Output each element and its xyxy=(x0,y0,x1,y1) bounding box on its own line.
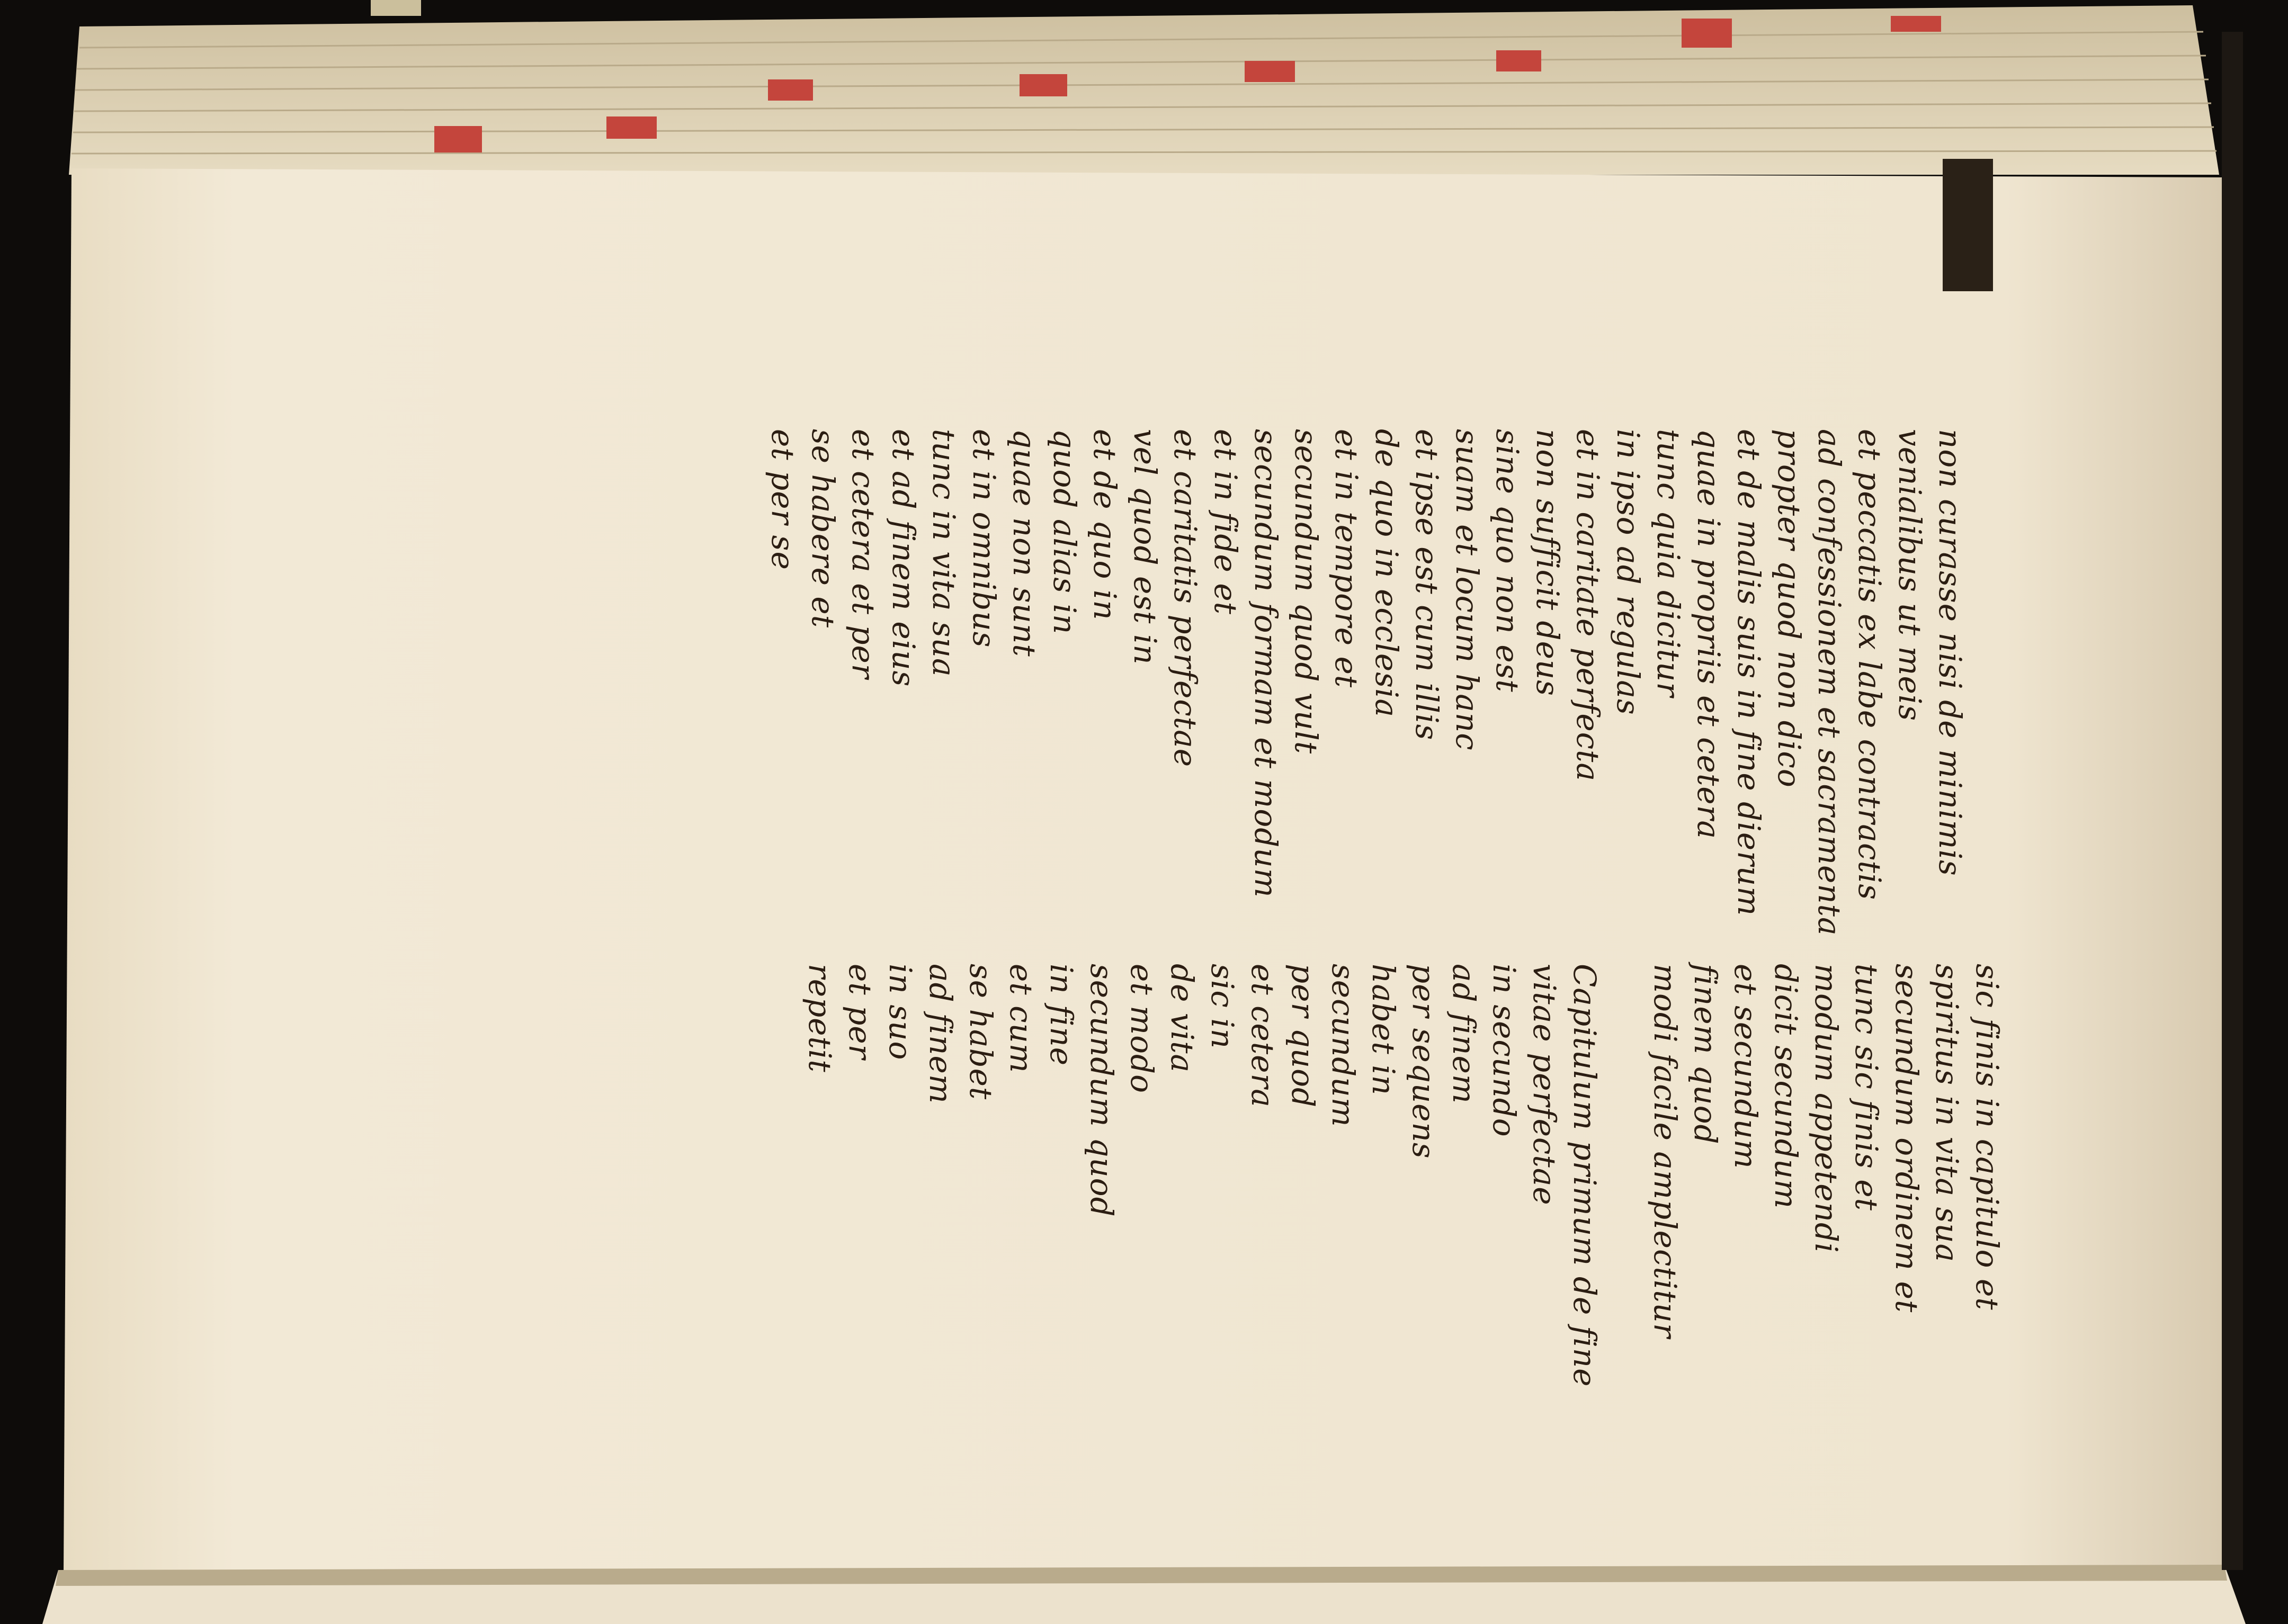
text-line: de quo in ecclesia xyxy=(1369,429,1405,718)
text-line: non curasse nisi de minimis xyxy=(1932,429,1968,876)
text-line: de vita xyxy=(1164,964,1200,1073)
pale-tab xyxy=(371,0,421,16)
text-line: et in tempore et xyxy=(1328,429,1364,688)
text-line: modum appetendi xyxy=(1808,964,1844,1253)
text-line: et per se xyxy=(765,429,801,570)
text-line: se habet xyxy=(963,964,999,1100)
text-line: non sufficit deus xyxy=(1530,429,1566,697)
text-line: secundum ordinem et xyxy=(1889,964,1925,1313)
text-line: et per xyxy=(842,964,878,1060)
text-line: et ipse est cum illis xyxy=(1409,429,1445,741)
text-line: sic in xyxy=(1204,964,1240,1049)
text-line: suam et locum hanc xyxy=(1449,429,1485,751)
text-line: finem quod xyxy=(1687,964,1723,1145)
text-line: se habere et xyxy=(805,429,841,629)
text-line: spiritus in vita sua xyxy=(1929,964,1965,1263)
spine-edge xyxy=(2222,32,2243,1570)
text-line: habet in xyxy=(1365,964,1401,1096)
text-line: et in omnibus xyxy=(966,429,1002,648)
text-line: in ipso ad regulas xyxy=(1610,429,1646,715)
text-line: Capitulum primum de fine xyxy=(1567,964,1603,1387)
text-line: tunc sic finis et xyxy=(1848,964,1884,1211)
text-line: dicit secundum xyxy=(1768,964,1804,1209)
text-line: secundum quod xyxy=(1084,964,1120,1217)
text-line: modi facile amplectitur xyxy=(1647,964,1683,1339)
text-line: vel quod est in xyxy=(1127,429,1163,665)
text-line: quae in propriis et cetera xyxy=(1691,429,1727,839)
text-line: sic finis in capitulo et xyxy=(1969,964,2005,1311)
text-line: ad finem xyxy=(1446,964,1482,1104)
text-line: in fine xyxy=(1043,964,1079,1066)
text-line: et in fide et xyxy=(1208,429,1244,615)
text-line: quae non sunt xyxy=(1006,429,1042,657)
text-line: et cetera et per xyxy=(845,429,881,679)
text-line: secundum xyxy=(1325,964,1361,1127)
text-line: et cetera xyxy=(1245,964,1281,1108)
text-line: sine quo non est xyxy=(1489,429,1525,693)
text-line: et de quo in xyxy=(1087,429,1123,621)
text-column-2 xyxy=(800,964,2007,1387)
red-tab xyxy=(768,79,813,101)
text-line xyxy=(1605,964,1645,1387)
dark-tab xyxy=(1943,159,1993,291)
text-line: tunc in vita sua xyxy=(926,429,962,677)
text-line: et caritatis perfectae xyxy=(1167,429,1203,768)
red-tab xyxy=(1891,16,1941,32)
text-line: et peccatis ex labe contractis xyxy=(1852,429,1888,901)
red-tab xyxy=(1682,19,1732,48)
text-line: et de malis suis in fine dierum xyxy=(1731,429,1767,917)
text-line: tunc quia dicitur xyxy=(1650,429,1686,698)
text-line: secundum formam et modum xyxy=(1248,429,1284,898)
text-line: repetit xyxy=(802,964,838,1073)
text-line: et ad finem eius xyxy=(886,429,922,687)
red-tab xyxy=(606,116,657,139)
text-line: ad confessionem et sacramenta xyxy=(1811,429,1847,936)
text-line: quod alias in xyxy=(1047,429,1083,635)
text-line: in secundo xyxy=(1486,964,1522,1137)
text-line: ad finem xyxy=(923,964,959,1104)
text-line: et secundum xyxy=(1728,964,1764,1169)
text-line: propter quod non dico xyxy=(1771,429,1807,788)
text-line: per sequens xyxy=(1406,964,1442,1159)
text-line: secundum quod vult xyxy=(1288,429,1324,755)
red-tab xyxy=(1020,74,1067,96)
text-line: et cum xyxy=(1003,964,1039,1073)
text-line: et modo xyxy=(1124,964,1160,1094)
text-line: per quod xyxy=(1285,964,1321,1108)
text-line: vitae perfectae xyxy=(1526,964,1562,1206)
text-line: in suo xyxy=(882,964,918,1061)
red-tab xyxy=(1496,50,1541,71)
text-line: et in caritate perfecta xyxy=(1570,429,1606,782)
red-tab xyxy=(1245,61,1295,82)
text-column-1 xyxy=(763,429,1970,936)
text-line: venialibus ut meis xyxy=(1892,429,1928,722)
red-tab xyxy=(434,126,482,152)
